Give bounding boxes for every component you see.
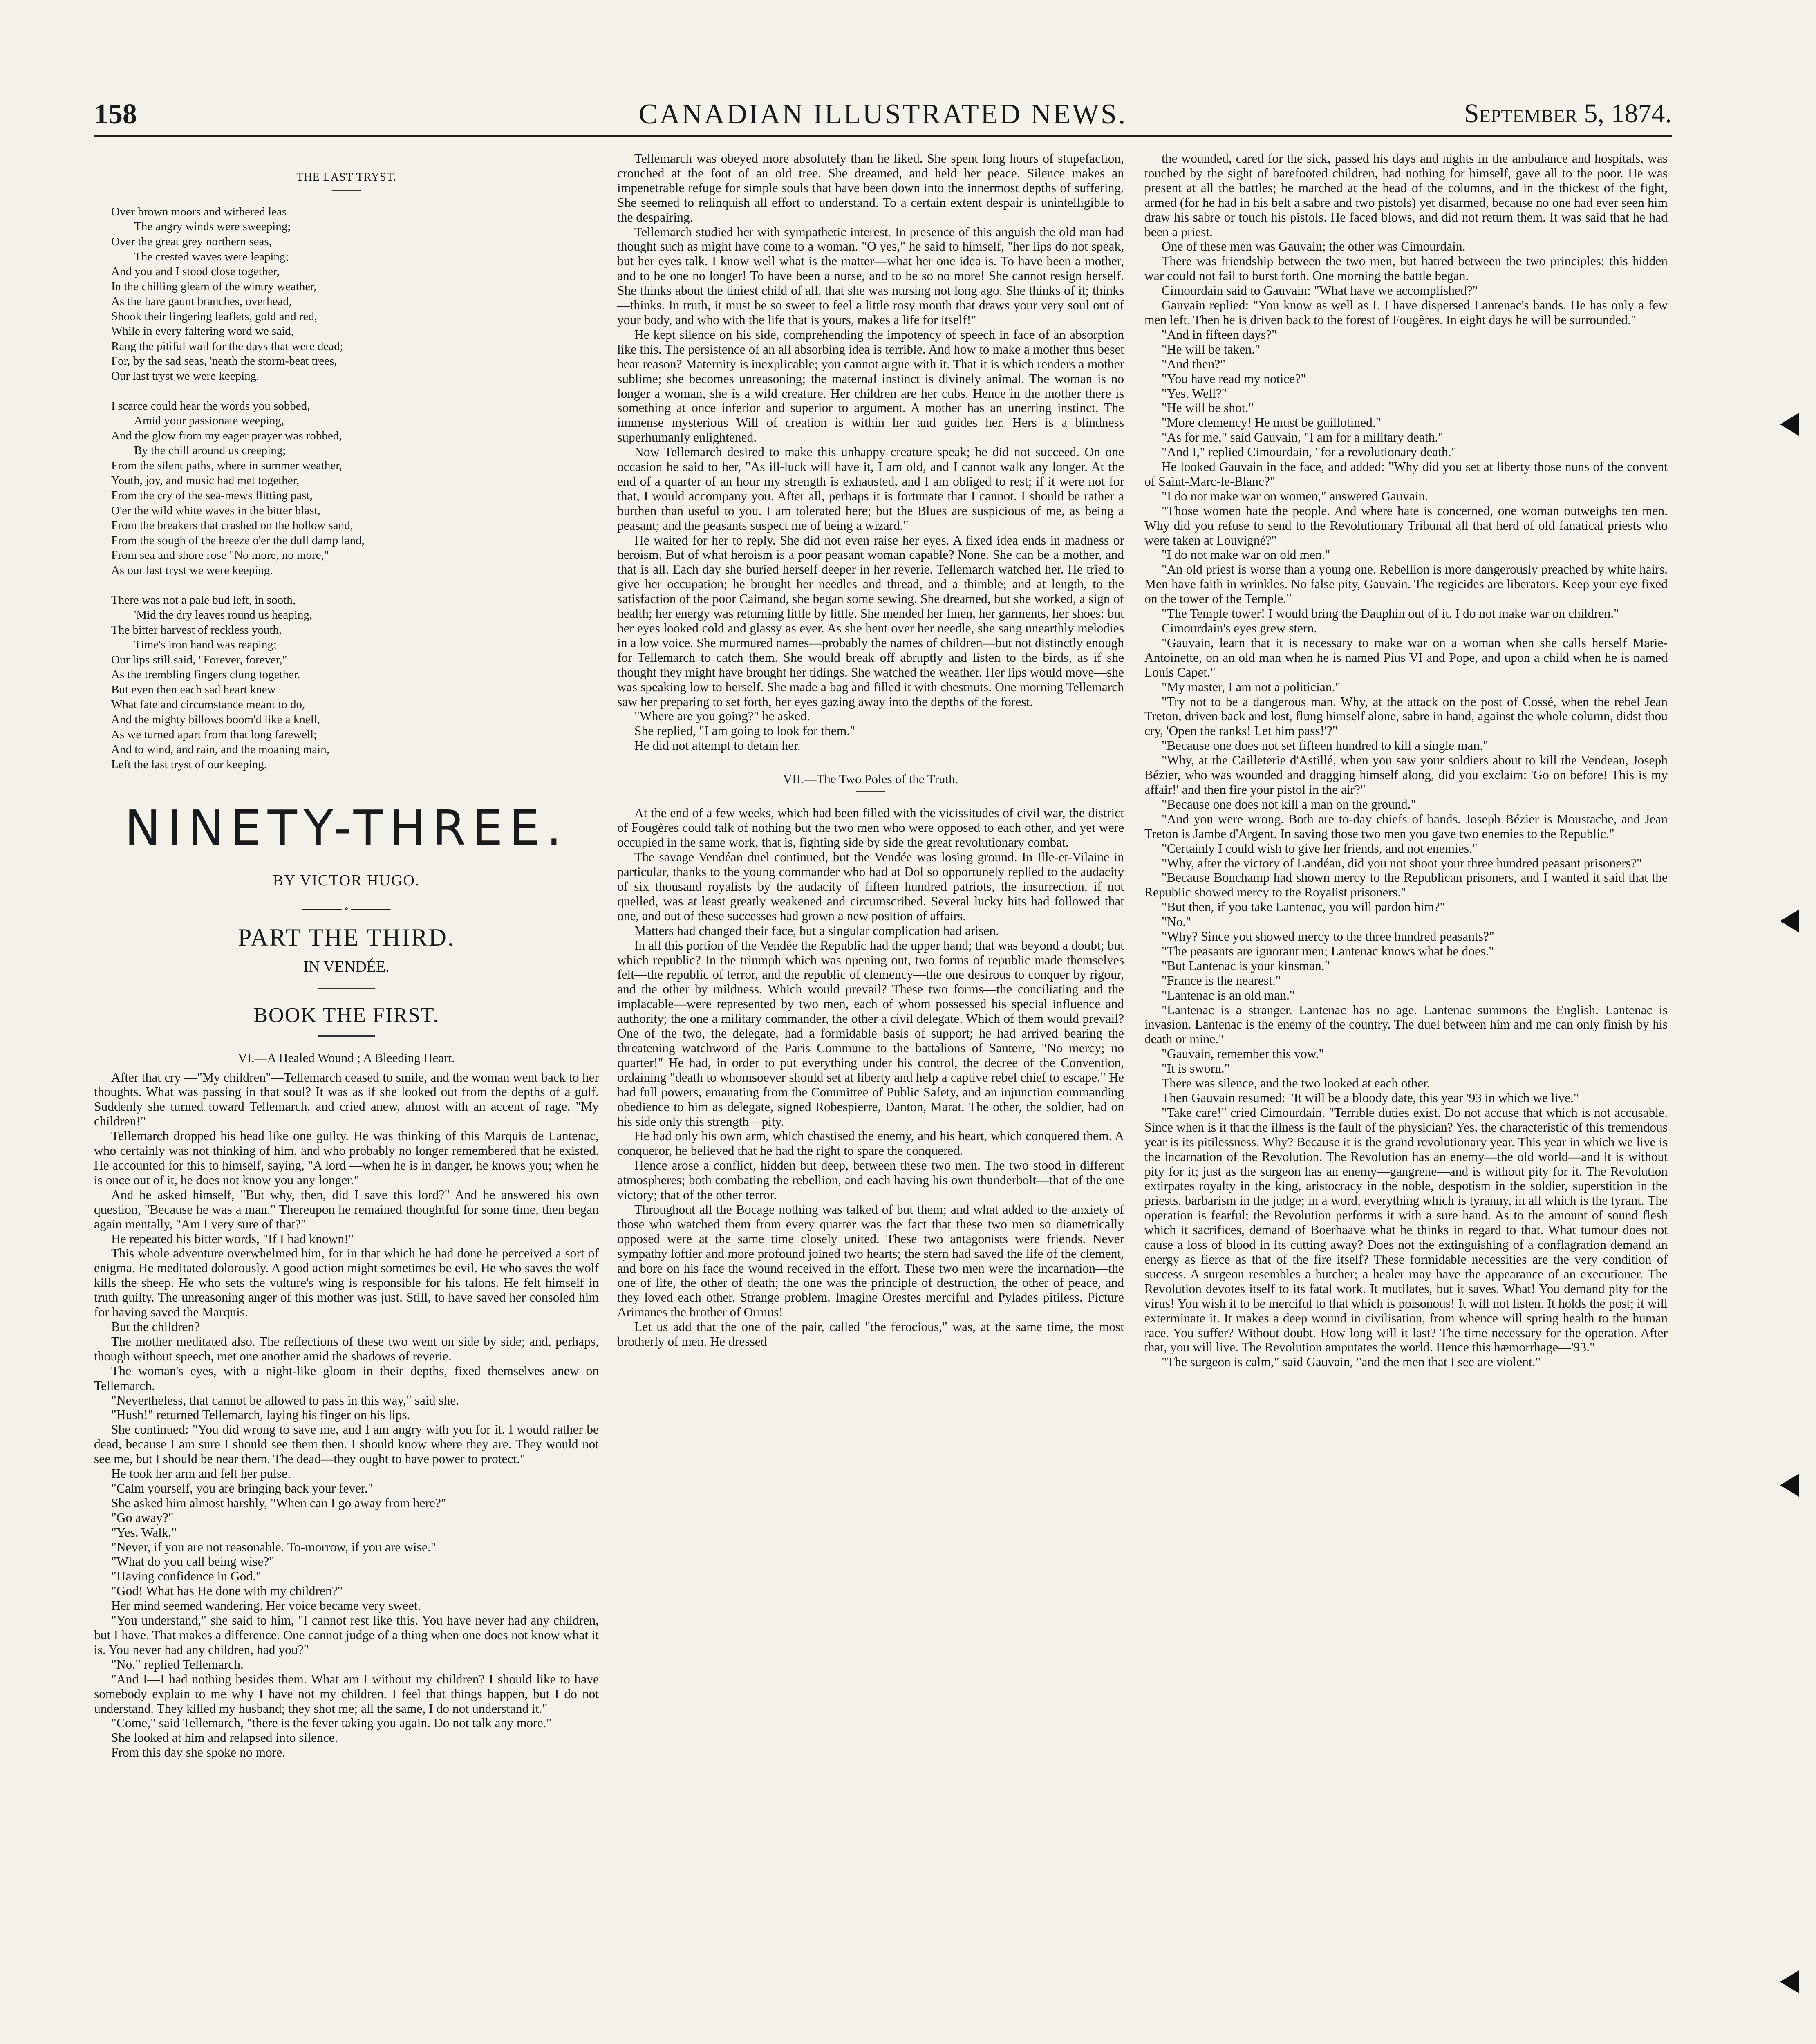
poem-line: Rang the pitiful wail for the days that were dead; — [111, 339, 343, 353]
paragraph: "No," replied Tellemarch. — [111, 1657, 244, 1672]
paragraph: "And you were wrong. Both are to-day chiefs of bands. Joseph Bézier is Moustache, and Jean Treton is Jambe d'Argent. In saving those two men you gave two enemies to the Republic." — [1144, 811, 1668, 841]
poem-line: Amid your passionate weeping, — [134, 414, 284, 428]
paragraph: One of these men was Gauvain; the other was Cimourdain. — [1162, 239, 1466, 254]
poem-line: As we turned apart from that long farewell; — [111, 728, 317, 741]
right-margin-arrow — [1780, 1474, 1799, 1497]
poem-line: Left the last tryst of our keeping. — [111, 758, 267, 771]
paragraph: He waited for her to reply. She did not even raise her eyes. A fixed idea ends in madness or heroism. But of what heroism is a poor peasant woman capable? None. She can be a mother, and that is all. Each day she buried herself deeper in her reverie. Tellemarch watched her. He tried to give her occupation; he brought her needles and thread, and a thimble; and at length, to the satisfaction of the poor Caimand, she began some sewing. She dreamed, but she worked, a sign of health; her energy was returning little by little. She mended her linen, her garments, her shoes: but her eyes looked cold and glassy as ever. As she bent over her needle, she sang unearthly melodies in a low voice. She murmured names—probably the names of children—but not distinctly enough for Tellemarch to catch them. She would break off abruptly and listen to the birds, as if she thought they might have brought her tidings. She watched the weather. Her lips would move—she was speaking low to herself. She made a bag and filled it with chestnuts. One morning Tellemarch saw her preparing to set forth, her eyes gazing away into the depths of the forest. — [617, 533, 1124, 709]
paragraph: "Gauvain, learn that it is necessary to make war on a woman when she calls herself Marie-Antoinette, on an old man when he is named Pius VI and Pope, and upon a child when he is named Louis Capet." — [1144, 635, 1668, 679]
paragraph: "You have read my notice?" — [1162, 371, 1306, 386]
poem-line: There was not a pale bud left, in sooth, — [111, 593, 296, 607]
paragraph: Throughout all the Bocage nothing was talked of but them; and what added to the anxiety of those who watched them from every quarter was the fact that these two men so diametrically opposed were at the same time closely united. These two antagonists were friends. Never sympathy loftier and more profound joined two hearts; the stern had saved the life of the clement, and bore on his face the wound received in the effort. These two men were the incarnation—the one of life, the other of death; the one was the principle of destruction, the other of peace, and they loved each other. Strange problem. Imagine Orestes merciful and Pylades pitiless. Picture Arimanes the brother of Ormus! — [617, 1202, 1124, 1320]
paragraph: "Yes. Walk." — [111, 1525, 177, 1540]
paragraph: Then Gauvain resumed: "It will be a bloody date, this year '93 in which we live." — [1162, 1091, 1579, 1105]
poem-line: The bitter harvest of reckless youth, — [111, 623, 282, 637]
paragraph: "No." — [1162, 914, 1191, 929]
poem-line: And the mighty billows boom'd like a knell, — [111, 713, 320, 726]
paragraph: From this day she spoke no more. — [111, 1745, 286, 1760]
paragraph: "But Lantenac is your kinsman." — [1162, 958, 1330, 973]
chapter-heading: VII.—The Two Poles of the Truth. — [783, 772, 958, 787]
paragraph: "Lantenac is a stranger. Lantenac has no age. Lantenac summons the English. Lantenac is invasion. Lantenac is the enemy of the country. The duel between him and me can only finish by his death or mine." — [1144, 1002, 1668, 1047]
paragraph: He kept silence on his side, comprehending the impotency of speech in face of an absorption like this. The persistence of an all absorbing idea is terrible. And how to make a mother thus beset hear reason? Maternity is inexplicable; you cannot argue with it. That it is which renders a mother sublime; she becomes unreasoning; the maternal instinct is divinely animal. The woman is no longer a woman, she is a wild creature. Her children are her cubs. Hence in the mother there is something at once inferior and superior to argument. A mother has an unerring instinct. The immense mysterious Will of creation is within her and guides her. Hers is a blindness superhumanly enlightened. — [617, 327, 1124, 445]
paragraph: Gauvain replied: "You know as well as I. I have dispersed Lantenac's bands. He has only a few men left. Then he is driven back to the forest of Fougères. In eight days he will be surrounded." — [1144, 298, 1668, 327]
chapter-heading: VI.—A Healed Wound ; A Bleeding Heart. — [238, 1051, 455, 1065]
right-margin-arrow — [1780, 1970, 1799, 1993]
paragraph: He had only his own arm, which chastised the enemy, and his heart, which conquered them. A conqueror, he believed that he had the right to spare the conquered. — [617, 1129, 1124, 1158]
paragraph: "The Temple tower! I would bring the Dauphin out of it. I do not make war on children." — [1162, 606, 1619, 621]
paragraph: This whole adventure overwhelmed him, for in that which he had done he perceived a sort of enigma. He meditated dolorously. A good action might sometimes be evil. He who saves the wolf kills the sheep. He who sets the vulture's wing is responsible for his talons. He felt himself in truth guilty. The unreasoning anger of this mother was just. Still, to have saved her consoled him for having saved the Marquis. — [94, 1246, 599, 1320]
paragraph: "Yes. Well?" — [1162, 386, 1227, 401]
poem-line: Our lips still said, "Forever, forever," — [111, 653, 287, 666]
poem-line: But even then each sad heart knew — [111, 683, 276, 696]
paragraph: "And I—I had nothing besides them. What am I without my children? I should like to have somebody explain to me why I have not my children. I feel that things happen, but I do not understand. They killed my husband; they shot me; all the same, I do not understand it." — [94, 1672, 599, 1716]
paragraph: At the end of a few weeks, which had been filled with the vicissitudes of civil war, the district of Fougères could talk of nothing but the two men who were opposed to each other, and yet were occupied in the same work, that is, fighting side by side the great revolutionary combat. — [617, 806, 1124, 850]
poem-line: From the cry of the sea-mews flitting past, — [111, 489, 313, 502]
poem-line — [111, 383, 599, 399]
poem-line: As the bare gaunt branches, overhead, — [111, 295, 292, 308]
paragraph: "Come," said Tellemarch, "there is the fever taking you again. Do not talk any more." — [111, 1716, 552, 1730]
paragraph: Now Tellemarch desired to make this unhappy creature speak; he did not succeed. On one occasion he said to her, "As ill-luck will have it, I am old, and I cannot walk any longer. At the end of a quarter of an hour my strength is exhausted, and I am obliged to rest; if it were not for that, I would accompany you. After all, perhaps it is fortunate that I cannot. I should be rather a burthen than useful to you. I am tolerated here; but the Blues are suspicious of me, as being a peasant; and the peasants suspect me of being a wizard." — [617, 445, 1124, 533]
paragraph: "I do not make war on women," answered Gauvain. — [1162, 489, 1429, 503]
paragraph: "And then?" — [1162, 356, 1226, 371]
poem-title: THE LAST TRYST. — [296, 171, 396, 184]
poem-line: O'er the wild white waves in the bitter blast, — [111, 504, 320, 517]
ornament-divider: ———— ∘ ———— — [302, 903, 391, 914]
column-2-body-b — [617, 806, 1124, 1349]
paragraph: The savage Vendéan duel continued, but the Vendée was losing ground. In Ille-et-Vilaine in particular, thanks to the young commander who had at Dol so opportunely replied to the audacity of six thousand royalists by the audacity of fifteen hundred patriots, the insurrection, if not quelled, was at least greatly weakened and circumscribed. Several lucky hits had followed that one, and out of these successes had grown a new position of affairs. — [617, 850, 1124, 923]
paragraph: "Why, at the Cailleterie d'Astillé, when you saw your soldiers about to kill the Vendean, Joseph Bézier, who was wounded and dragging himself along, did you exclaim: 'Go on before! This is my affair!' and then fire your pistol in the air?" — [1144, 753, 1668, 797]
paragraph: "Because Bonchamp had shown mercy to the Republican prisoners, and I wanted it said that the Republic showed mercy to the Royalist prisoners." — [1144, 870, 1668, 900]
paragraph: But the children? — [111, 1319, 200, 1334]
poem-line: From the silent paths, where in summer weather, — [111, 459, 343, 472]
serial-byline: BY VICTOR HUGO. — [273, 872, 420, 889]
paragraph: He took her arm and felt her pulse. — [111, 1466, 291, 1481]
paragraph: "Having confidence in God." — [111, 1569, 261, 1584]
poem-line — [111, 578, 599, 593]
column-3 — [1144, 151, 1668, 1369]
page-number: 158 — [94, 99, 137, 130]
paragraph: "Where are you going?" he asked. — [634, 709, 810, 724]
poem-line: What fate and circumstance meant to do, — [111, 698, 305, 711]
part-subheading: IN VENDÉE. — [303, 958, 390, 975]
paragraph: Tellemarch dropped his head like one guilty. He was thinking of this Marquis de Lantenac, who certainly was not thinking of him, and who probably no longer remembered that he existed. He accounted for this to himself, saying, "A lord —when he is in danger, he knows you; when he is once out of it, he does not know you any longer." — [94, 1129, 599, 1187]
poem-line: And to wind, and rain, and the moaning main, — [111, 743, 329, 756]
paragraph: "The surgeon is calm," said Gauvain, "and the men that I see are violent." — [1162, 1355, 1541, 1369]
paragraph: "He will be shot." — [1162, 401, 1254, 415]
paragraph: There was friendship between the two men, but hatred between the two principles; this hidden war could not fail to burst forth. One morning the battle began. — [1144, 254, 1668, 283]
paragraph: Matters had changed their face, but a singular complication had arisen. — [634, 923, 999, 938]
publication-title: CANADIAN ILLUSTRATED NEWS. — [638, 99, 1127, 130]
paragraph: the wounded, cared for the sick, passed his days and nights in the ambulance and hospitals, was touched by the sight of barefooted children, had nothing for himself, gave all to the poor. He was present at all the battles; he marched at the head of the columns, and in the thickest of the fight, armed (for he had in his belt a sabre and two pistols) yet disarmed, because no one had ever seen him draw his sabre or touch his pistols. He faced blows, and did not return them. It was said that he had been a priest. — [1144, 151, 1668, 239]
paragraph: "Lantenac is an old man." — [1162, 988, 1295, 1002]
poem-line: From sea and shore rose "No more, no more," — [111, 549, 329, 562]
paragraph: She asked him almost harshly, "When can I go away from here?" — [111, 1495, 446, 1510]
right-margin-arrow — [1780, 413, 1799, 436]
poem-line: Over brown moors and withered leas — [111, 205, 287, 218]
paragraph: "But then, if you take Lantenac, you will pardon him?" — [1162, 900, 1445, 914]
poem-line: And you and I stood close together, — [111, 265, 280, 278]
paragraph: "He will be taken." — [1162, 342, 1260, 356]
paragraph: "Those women hate the people. And where hate is concerned, one woman outweighs ten men. Why did you refuse to send to the Revolutionary Tribunal all that herd of old fanatical priests who were taken at Louvigné?" — [1144, 503, 1668, 547]
poem-line: 'Mid the dry leaves round us heaping, — [134, 608, 313, 622]
paragraph: She replied, "I am going to look for them." — [634, 724, 855, 738]
paragraph: "You understand," she said to him, "I cannot rest like this. You have never had any children, but I have. That makes a difference. One cannot judge of a thing when one does not know what it is. You never had any children, had you?" — [94, 1613, 599, 1657]
paragraph: "Calm yourself, you are bringing back your fever." — [111, 1481, 373, 1495]
paragraph: The mother meditated also. The reflections of these two went on side by side; and, perhaps, though without speech, met one another amid the shadows of reverie. — [94, 1334, 599, 1363]
section-rule — [318, 1035, 375, 1037]
poem-line: Time's iron hand was reaping; — [134, 638, 277, 652]
poem-line: Over the great grey northern seas, — [111, 235, 272, 248]
paragraph: "Because one does not kill a man on the ground." — [1162, 797, 1416, 811]
poem-line: As our last tryst we were keeping. — [111, 563, 273, 577]
paragraph: In all this portion of the Vendée the Republic had the upper hand; that was beyond a doubt; but which republic? In the triumph which was opening out, two forms of republic made themselves felt—the republic of terror, and the republic of clemency—the one desirous to conquer by rigour, and the other by mildness. Which would prevail? These two forms—the conciliating and the implacable—were represented by two men, each of whom possessed his special influence and authority; the one a military commander, the other a civil delegate. Which of them would prevail? One of the two, the delegate, had a formidable basis of support; he had arrived bearing the threatening watchword of the Paris Commune to the battalions of Santerre, "No mercy; no quarter!" He had, in order to put everything under his control, the decree of the Convention, ordaining "death to whomsoever should set at liberty and help a captive rebel chief to escape." He had full powers, emanating from the Committee of Public Safety, and an injunction commanding obedience to him as delegate, signed Robespierre, Danton, Marat. The other, the soldier, had on his side only this strength—pity. — [617, 938, 1124, 1129]
page-header — [94, 94, 1672, 139]
paragraph: "Nevertheless, that cannot be allowed to pass in this way," said she. — [111, 1393, 459, 1407]
paragraph: "God! What has He done with my children?" — [111, 1584, 343, 1598]
poem-rule — [332, 190, 361, 191]
poem-line: And the glow from my eager prayer was robbed, — [111, 429, 342, 442]
column-2 — [617, 151, 1124, 1349]
poem-line: The crested waves were leaping; — [134, 250, 289, 263]
poem-line: As the trembling fingers clung together. — [111, 668, 300, 681]
paragraph: Hence arose a conflict, hidden but deep, between these two men. The two stood in different atmospheres; both combating the rebellion, and each having his own thunderbolt—that of the one victory; that of the other terror. — [617, 1158, 1124, 1202]
paragraph: She continued: "You did wrong to save me, and I am angry with you for it. I would rather be dead, because I am sure I should see them then. I should know where they are. They would not see me, but I should be near them. The dead—they ought to have power to protect." — [94, 1422, 599, 1466]
paragraph: "The peasants are ignorant men; Lantenac knows what he does." — [1162, 944, 1494, 958]
column-1-body — [94, 1070, 599, 1760]
paragraph: And he asked himself, "But why, then, did I save this lord?" And he answered his own question, "Because he was a man." Thereupon he remained thoughtful for some time, then began again mentally, "Am I very sure of that?" — [94, 1187, 599, 1231]
section-rule — [318, 988, 375, 989]
poem-body — [94, 204, 599, 772]
poem-line: I scarce could hear the words you sobbed, — [111, 399, 310, 412]
paragraph: "I do not make war on old men." — [1162, 547, 1330, 562]
chapter-rule — [856, 791, 885, 792]
paragraph: After that cry —"My children"—Tellemarch ceased to smile, and the woman went back to her thoughts. What was passing in that soul? It was as if she looked out from the depths of a gulf. Suddenly she turned toward Tellemarch, and cried anew, almost with an accent of rage, "My children!" — [94, 1070, 599, 1129]
paragraph: "My master, I am not a politician." — [1162, 679, 1341, 694]
paragraph: "Why, after the victory of Landéan, did you not shoot your three hundred peasant prisoners?" — [1162, 856, 1642, 870]
column-2-body-a — [617, 151, 1124, 753]
paragraph: The woman's eyes, with a night-like gloom in their depths, fixed themselves anew on Tellemarch. — [94, 1363, 599, 1393]
paragraph: "More clemency! He must be guillotined." — [1162, 415, 1381, 430]
paragraph: "An old priest is worse than a young one. Rebellion is more dangerously preached by white hairs. Men have faith in wrinkles. No false pity, Gauvain. The regicides are liberators. Keep your eye fixed on the tower of the Temple." — [1144, 562, 1668, 606]
book-heading: BOOK THE FIRST. — [253, 1003, 439, 1027]
poem-line: In the chilling gleam of the wintry weather, — [111, 280, 317, 293]
paragraph: "As for me," said Gauvain, "I am for a military death." — [1162, 430, 1444, 445]
paragraph: There was silence, and the two looked at each other. — [1162, 1076, 1430, 1091]
paragraph: "Try not to be a dangerous man. Why, at the attack on the post of Cossé, when the rebel Jean Treton, driven back and lost, flung himself alone, sabre in hand, against the whole column, didst thou cry, 'Open the ranks! Let him pass!'?" — [1144, 694, 1668, 738]
poem-line: By the chill around us creeping; — [134, 444, 286, 457]
poem-line: Shook their lingering leaflets, gold and red, — [111, 309, 318, 323]
paragraph: "Take care!" cried Cimourdain. "Terrible duties exist. Do not accuse that which is not accusable. Since when is it that the illness is the fault of the physician? Yes, the characteristic of this tremendous year is its pitilessness. Why? Because it is the grand revolutionary year. This year in which we live is the incarnation of the Revolution. The Revolution has an enemy—the old world—and it is without pity for it; just as the surgeon has an enemy—gangrene—and is without pity for it. The Revolution extirpates royalty in the king, aristocracy in the noble, despotism in the soldier, superstition in the priests, barbarism in the judge; in a word, everything which is tyranny, in all which is the tyrant. The operation is fearful; the Revolution performs it with a sure hand. As to the amount of sound flesh which it sacrifices, demand of Boerhaave what he thinks in regard to that. What tumour does not cause a loss of blood in its cutting away? Does not the extinguishing of a conflagration demand an energy as fierce as that of the fire itself? These formidable necessities are the very condition of success. A surgeon resembles a butcher; a healer may have the appearance of an executioner. The Revolution devotes itself to its fatal work. It mutilates, but it saves. What! You demand pity for the virus! You wish it to be merciful to that which is poisonous! It will not listen. It holds the post; it will exterminate it. It makes a deep wound in civilisation, from whence will spring health to the human race. You suffer? Without doubt. How long will it last? The time necessary for the operation. After that, you will live. The Revolution amputates the world. Hence this hæmorrhage—'93." — [1144, 1105, 1668, 1355]
poem-line: Youth, joy, and music had met together, — [111, 474, 300, 487]
paragraph: "Gauvain, remember this vow." — [1162, 1047, 1324, 1061]
paragraph: "Certainly I could wish to give her friends, and not enemies." — [1162, 841, 1478, 856]
paragraph: "France is the nearest." — [1162, 973, 1281, 988]
paragraph: He repeated his bitter words, "If I had known!" — [111, 1231, 354, 1246]
poem-line: From the breakers that crashed on the hollow sand, — [111, 519, 353, 532]
right-margin-arrow — [1780, 910, 1799, 932]
header-rule — [94, 135, 1672, 139]
paragraph: Her mind seemed wandering. Her voice became very sweet. — [111, 1598, 421, 1613]
paragraph: Let us add that the one of the pair, called "the ferocious," was, at the same time, the most brotherly of men. He dressed — [617, 1320, 1124, 1349]
column-3-body — [1144, 151, 1668, 1369]
poem-line: Our last tryst we were keeping. — [111, 369, 260, 383]
paragraph: "Because one does not set fifteen hundred to kill a single man." — [1162, 738, 1489, 753]
paragraph: "And in fifteen days?" — [1162, 327, 1277, 342]
poem-line: The angry winds were sweeping; — [134, 220, 291, 233]
paragraph: She looked at him and relapsed into silence. — [111, 1730, 338, 1745]
part-heading: PART THE THIRD. — [238, 924, 455, 951]
paragraph: "And I," replied Cimourdain, "for a revolutionary death." — [1162, 445, 1457, 459]
paragraph: He did not attempt to detain her. — [634, 738, 801, 753]
serial-title: NINETY-THREE. — [124, 800, 569, 856]
paragraph: "Hush!" returned Tellemarch, laying his finger on his lips. — [111, 1407, 410, 1422]
paragraph: Tellemarch studied her with sympathetic interest. In presence of this anguish the old man had thought such as might have come to a woman. "O yes," he said to himself, "her lips do not speak, but her eyes talk. I know well what is the matter—what her one idea is. To have been a mother, and to be one no longer! To have been a nurse, and to be so no more! She cannot resign herself. She thinks about the tiniest child of all, that she was nursing not long ago. She thinks of it; thinks—thinks. In truth, it must be so sweet to feel a little rosy mouth that draws your very soul out of your body, and who with the life that is yours, makes a life for itself!" — [617, 224, 1124, 327]
paragraph: "Why? Since you showed mercy to the three hundred peasants?" — [1162, 929, 1494, 944]
paragraph: Tellemarch was obeyed more absolutely than he liked. She spent long hours of stupefaction, crouched at the foot of an old tree. She dreamed, and held her peace. Silence makes an impenetrable refuge for simple souls that have been down into the innermost depths of suffering. She seemed to relinquish all effort to understand. To a certain extent despair is unintelligible to the despairing. — [617, 151, 1124, 224]
poem-line: From the sough of the breeze o'er the dull damp land, — [111, 533, 365, 547]
paragraph: He looked Gauvain in the face, and added: "Why did you set at liberty those nuns of the convent of Saint-Marc-le-Blanc?" — [1144, 459, 1668, 489]
paragraph: "Go away?" — [111, 1510, 174, 1525]
poem-line: For, by the sad seas, 'neath the storm-beat trees, — [111, 354, 337, 368]
issue-date: September 5, 1874. — [1464, 99, 1672, 128]
paragraph: "What do you call being wise?" — [111, 1554, 275, 1569]
paragraph: "It is sworn." — [1162, 1061, 1230, 1076]
poem-line: While in every faltering word we said, — [111, 325, 294, 338]
column-1 — [94, 151, 599, 1760]
paragraph: Cimourdain's eyes grew stern. — [1162, 621, 1317, 635]
paragraph: Cimourdain said to Gauvain: "What have we accomplished?" — [1162, 283, 1478, 298]
paragraph: "Never, if you are not reasonable. To-morrow, if you are wise." — [111, 1540, 436, 1554]
